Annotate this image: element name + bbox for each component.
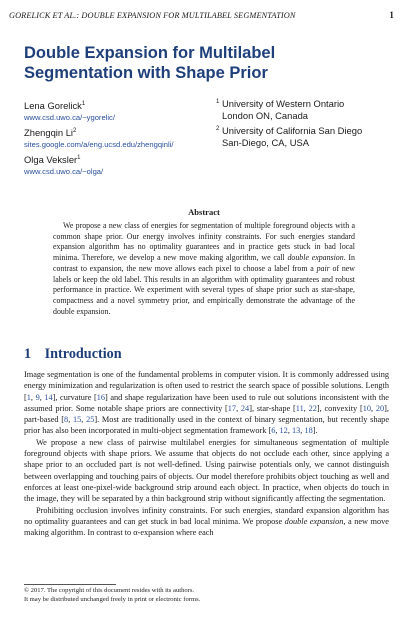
title-line-1: Double Expansion for Multilabel — [24, 44, 276, 62]
paragraph: We propose a new class of pairwise multilabel energies for simultaneous segmentation of multiple foreground objects with shape priors. We assume that objects do not occlude each other, since applying a shape prior to an occluded part is not well-defined. Using pairwise potentials only, we cannot distinguish between overlapping and touching pairs of objects. Our model therefore prohibits object touching as well and enforces at least one-pixel-wide background strip around each object. In practice, when objects do touch in the image, they will be separated by a thin background strip without significantly affecting the segmentation. — [24, 437, 389, 504]
running-head-text: GORELICK ET AL.: DOUBLE EXPANSION FOR MULTILABEL SEGMENTATION — [9, 11, 296, 20]
citation-link[interactable]: 24 — [240, 403, 250, 413]
citation-link[interactable]: 13 — [291, 426, 301, 436]
affiliation-list — [216, 98, 396, 152]
author-list — [24, 98, 214, 179]
citation-link[interactable]: 18 — [304, 426, 313, 436]
citation-link[interactable]: 15 — [72, 415, 82, 425]
abstract-heading: Abstract — [188, 207, 220, 217]
paragraph: Prohibiting occlusion involves infinity constraints. For such energies, standard expansion algorithm has no optimality guarantees and can get stuck in bad local minima. We propose double expansion, a new move making algorithm. In contrast to α-expansion where each — [24, 505, 389, 538]
title-line-2: Segmentation with Shape Prior — [24, 64, 268, 82]
citation-link[interactable]: 14 — [44, 392, 53, 402]
paragraph: Image segmentation is one of the fundamental problems in computer vision. It is commonly addressed using energy minimization and regularization is often used to restrict the search space of possible solutions. Length [1, 9, 14], curvature [16] and shape regularization have been used to rule out solutions inconsistent with the assumed prior. Some notable shape priors are connectivity [17, 24], star-shape [11, 22], convexity [10, 20], part-based [8, 15, 25]. Most are traditionally used in the context of binary segmentation, but recently shape prior has also been incorporated in multi-object segmentation framework [6, 12, 13, 18]. — [24, 370, 390, 436]
citation-link[interactable]: 20 — [375, 403, 385, 413]
citation-link[interactable]: 10 — [362, 403, 372, 413]
citation-link[interactable]: 16 — [96, 392, 105, 402]
author-url[interactable]: www.csd.uwo.ca/~ygorelic/ — [24, 113, 115, 122]
author-name: Lena Gorelick$^1$ — [24, 100, 86, 111]
copyright-footnote — [24, 587, 384, 604]
footnote-line: It may be distributed unchanged freely in print or electronic forms. — [24, 595, 201, 603]
introduction-body — [24, 369, 389, 538]
affiliation: 2 University of California San Diego San-Diego, CA, USA — [216, 125, 363, 148]
footnote-rule — [24, 584, 116, 585]
citation-link[interactable]: 9 — [35, 392, 40, 402]
footnote-line: © 2017. The copyright of this document resides with its authors. — [24, 587, 195, 594]
citation-link[interactable]: 8 — [64, 415, 69, 425]
author-url[interactable]: www.csd.uwo.ca/~olga/ — [24, 167, 104, 176]
citation-link[interactable]: 22 — [308, 403, 317, 413]
abstract-body: We propose a new class of energies for segmentation of multiple foreground objects with a common shape prior. Our energy involves infinity constraints. For such energies standard expansion algorithm has no optimality guarantees and in practice gets stuck in bad local minima. Therefore, we develop a new move making algorithm, we call double expansion. In contrast to expansion, the new move allows each pixel to choose a label from a pair of new labels or keep the old label. This results in an algorithm with optimality guarantees and robust performance in practice. We experiment with several types of shape prior such as star-shape, compactness and a novel symmetry prior, and empirically demonstrate the advantage of the double expansion. — [53, 221, 356, 316]
running-head — [9, 10, 394, 20]
affiliation: 1 University of Western Ontario London ON, Canada — [216, 98, 345, 121]
paper-title — [24, 43, 394, 83]
page-number: 1 — [389, 10, 394, 20]
citation-link[interactable]: 11 — [295, 403, 304, 413]
citation-link[interactable]: 17 — [227, 403, 237, 413]
author-name: Olga Veksler$^1$ — [24, 154, 81, 165]
section-heading: 1 Introduction — [24, 346, 122, 362]
citation-link[interactable]: 25 — [86, 415, 95, 425]
author-url[interactable]: sites.google.com/a/eng.ucsd.edu/zhengqinli/ — [24, 140, 174, 149]
author-name: Zhengqin Li$^2$ — [24, 127, 77, 138]
citation-link[interactable]: 12 — [279, 426, 288, 436]
citation-link[interactable]: 1 — [26, 392, 31, 402]
citation-link[interactable]: 6 — [271, 426, 276, 436]
